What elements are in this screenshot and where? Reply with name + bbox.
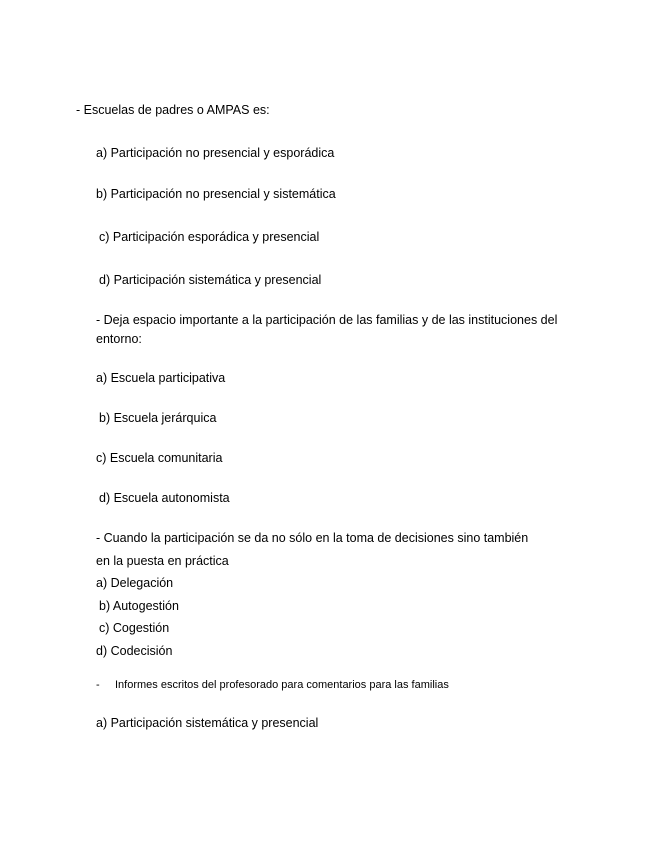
question-3-stem-line-1: - Cuando la participación se da no sólo en la toma de decisiones sino también: [96, 531, 529, 545]
question-1-option-c: c) Participación esporádica y presencial: [99, 230, 320, 244]
question-4-stem: Informes escritos del profesorado para comentarios para las familias: [115, 679, 449, 691]
question-2-stem-line-1: - Deja espacio importante a la participación de las familias y de las instituciones del: [96, 313, 558, 327]
question-1-option-b: b) Participación no presencial y sistemática: [96, 187, 336, 201]
question-3-option-c: c) Cogestión: [99, 621, 170, 635]
question-3-option-d: d) Codecisión: [96, 644, 173, 658]
question-3-stem-line-2: en la puesta en práctica: [96, 554, 229, 568]
question-1-option-d: d) Participación sistemática y presencial: [99, 273, 322, 287]
question-4-option-a: a) Participación sistemática y presencial: [96, 716, 319, 730]
question-3-option-b: b) Autogestión: [99, 599, 179, 613]
question-4-bullet: -: [96, 679, 100, 691]
question-3-option-a: a) Delegación: [96, 576, 174, 590]
question-2-option-a: a) Escuela participativa: [96, 371, 226, 385]
question-1-stem: - Escuelas de padres o AMPAS es:: [76, 103, 270, 117]
question-2-option-c: c) Escuela comunitaria: [96, 451, 223, 465]
question-1-option-a: a) Participación no presencial y esporádica: [96, 146, 335, 160]
question-2-stem-line-2: entorno:: [96, 332, 142, 346]
question-2-option-d: d) Escuela autonomista: [99, 491, 230, 505]
question-2-option-b: b) Escuela jerárquica: [99, 411, 217, 425]
